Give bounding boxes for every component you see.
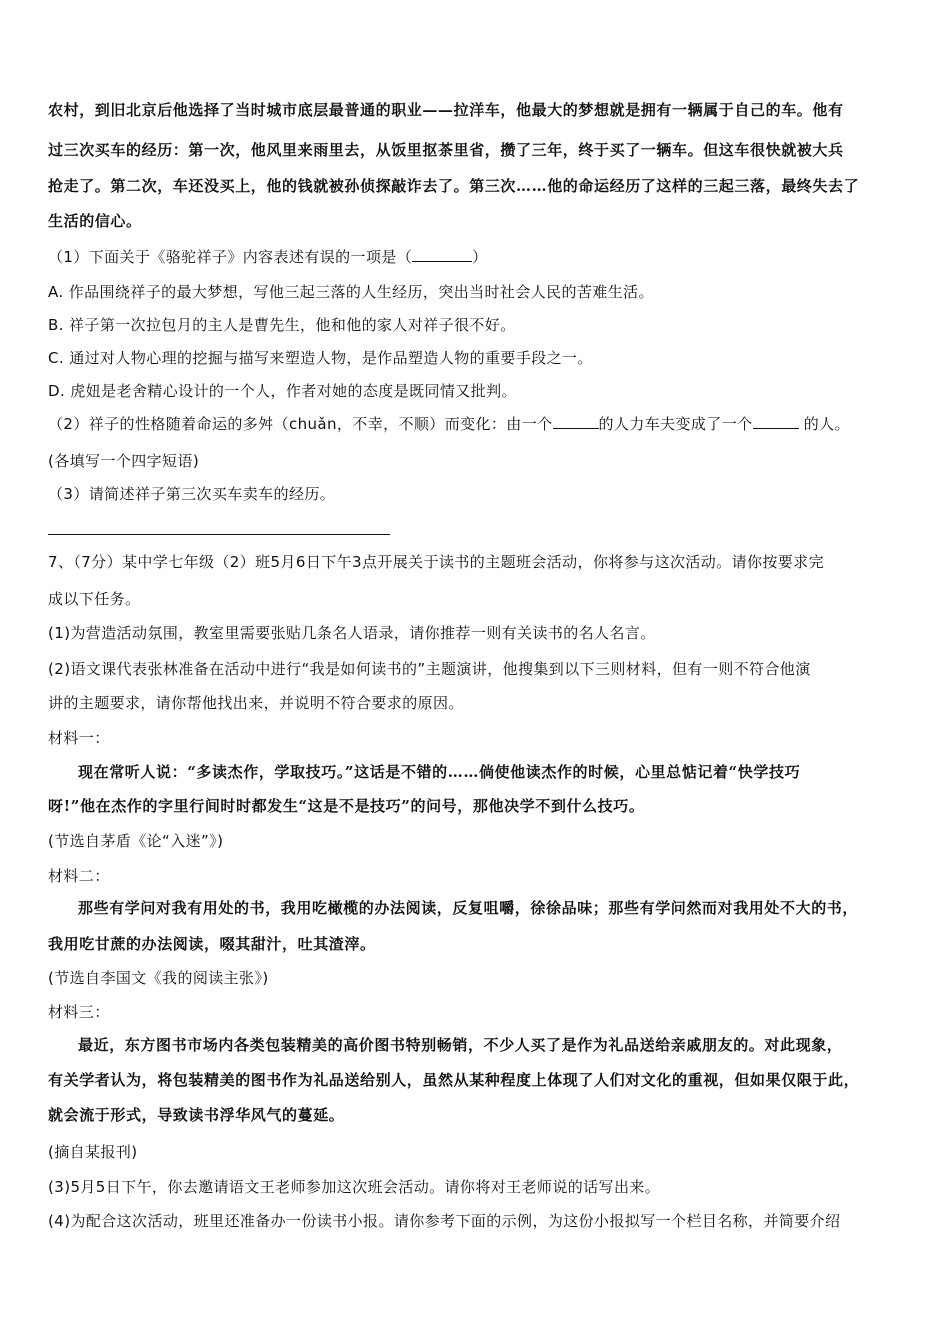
option-text: 祥子第一次拉包月的主人是曹先生，他和他的家人对祥子很不好。 xyxy=(69,316,516,334)
q1-prompt-text: （1）下面关于《骆驼祥子》内容表述有误的一项是（ xyxy=(48,248,413,266)
q2-blank-1[interactable] xyxy=(553,414,599,429)
option-label: A. xyxy=(48,283,69,301)
material-1-line-2: 呀!”他在杰作的字里行间时时都发生“这是不是技巧”的问号，那他决学不到什么技巧。 xyxy=(48,797,645,815)
material-3-label: 材料三： xyxy=(48,1003,110,1021)
q7-header-line-1: 7、（7分）某中学七年级（2）班5月6日下午3点开展关于读书的主题班会活动，你将参与这次活动。请你按要求完 xyxy=(48,553,824,571)
option-label: D. xyxy=(48,382,71,400)
q1-option-d xyxy=(48,381,908,401)
option-label: C. xyxy=(48,349,70,367)
material-2-label: 材料二： xyxy=(48,867,110,885)
q3-prompt: （3）请简述祥子第三次买车卖车的经历。 xyxy=(48,485,336,503)
q7-task-2-line-2: 讲的主题要求，请你帮他找出来，并说明不符合要求的原因。 xyxy=(48,694,464,712)
q1-option-b xyxy=(48,315,908,335)
q2-prompt xyxy=(48,414,908,434)
q2-note: (各填写一个四字短语) xyxy=(48,452,200,470)
q7-header-line-2: 成以下任务。 xyxy=(48,590,141,608)
material-2-source: (节选自李国文《我的阅读主张》) xyxy=(48,969,269,987)
q1-option-c xyxy=(48,348,908,368)
q2-text-part3: 的人。 xyxy=(798,415,850,433)
q2-text-part2: 的人力车夫变成了一个 xyxy=(598,415,753,433)
material-3-line-1: 最近，东方图书市场内各类包装精美的高价图书特别畅销，不少人买了是作为礼品送给亲戚朋友的。对此现象， xyxy=(78,1036,843,1054)
option-text: 作品围绕祥子的最大梦想，写他三起三落的人生经历，突出当时社会人民的苦难生活。 xyxy=(68,283,654,301)
option-text: 虎妞是老舍精心设计的一个人，作者对她的态度是既同情又批判。 xyxy=(70,382,517,400)
q2-blank-2[interactable] xyxy=(753,414,799,429)
passage-line-3: 抢走了。第二次，车还没买上，他的钱就被孙侦探敲诈去了。第三次……他的命运经历了这样的三起三落，最终失去了 xyxy=(48,177,860,195)
material-1-line-1: 现在常听人说：“多读杰作，学取技巧。”这话是不错的……倘使他读杰作的时候，心里总惦记着“快学技巧 xyxy=(78,763,801,781)
material-3-source: (摘自某报刊) xyxy=(48,1143,138,1161)
material-1-source: (节选自茅盾《论“入迷”》) xyxy=(48,832,224,850)
q1-answer-blank[interactable] xyxy=(412,247,472,262)
passage-line-1: 农村，到旧北京后他选择了当时城市底层最普通的职业——拉洋车，他最大的梦想就是拥有一辆属于自己的车。他有 xyxy=(48,101,844,119)
q1-option-a xyxy=(48,282,908,302)
option-label: B. xyxy=(48,316,70,334)
material-3-line-2: 有关学者认为，将包装精美的图书作为礼品送给别人，虽然从某种程度上体现了人们对文化的重视，但如果仅限于此， xyxy=(48,1071,860,1089)
option-text: 通过对人物心理的挖掘与描写来塑造人物，是作品塑造人物的重要手段之一。 xyxy=(69,349,593,367)
q1-prompt-close: ） xyxy=(472,248,488,266)
passage-line-2: 过三次买车的经历：第一次，他风里来雨里去，从饭里抠茶里省，攒了三年，终于买了一辆车。但这车很快就被大兵 xyxy=(48,141,844,159)
material-1-label: 材料一： xyxy=(48,729,110,747)
material-2-line-2: 我用吃甘蔗的办法阅读，啜其甜汁，吐其渣滓。 xyxy=(48,935,376,953)
q7-task-1: (1)为营造活动氛围，教室里需要张贴几条名人语录，请你推荐一则有关读书的名人名言。 xyxy=(48,624,656,642)
q3-answer-line[interactable] xyxy=(48,534,390,535)
q7-task-4: (4)为配合这次活动，班里还准备办一份读书小报。请你参考下面的示例，为这份小报拟写一个栏目名称，并简要介绍 xyxy=(48,1212,841,1230)
q2-text-part1: （2）祥子的性格随着命运的多舛（chuǎn，不幸，不顺）而变化：由一个 xyxy=(48,415,553,433)
q7-task-3: (3)5月5日下午，你去邀请语文王老师参加这次班会活动。请你将对王老师说的话写出来。 xyxy=(48,1178,661,1196)
q1-prompt xyxy=(48,247,908,267)
material-3-line-3: 就会流于形式，导致读书浮华风气的蔓延。 xyxy=(48,1106,345,1124)
q7-task-2-line-1: (2)语文课代表张林准备在活动中进行“我是如何读书的”主题演讲，他搜集到以下三则材料，但有一则不符合他演 xyxy=(48,660,811,678)
passage-line-4: 生活的信心。 xyxy=(48,212,142,230)
material-2-line-1: 那些有学问对我有用处的书，我用吃橄榄的办法阅读，反复咀嚼，徐徐品味；那些有学问然而对我用处不大的书， xyxy=(78,899,859,917)
